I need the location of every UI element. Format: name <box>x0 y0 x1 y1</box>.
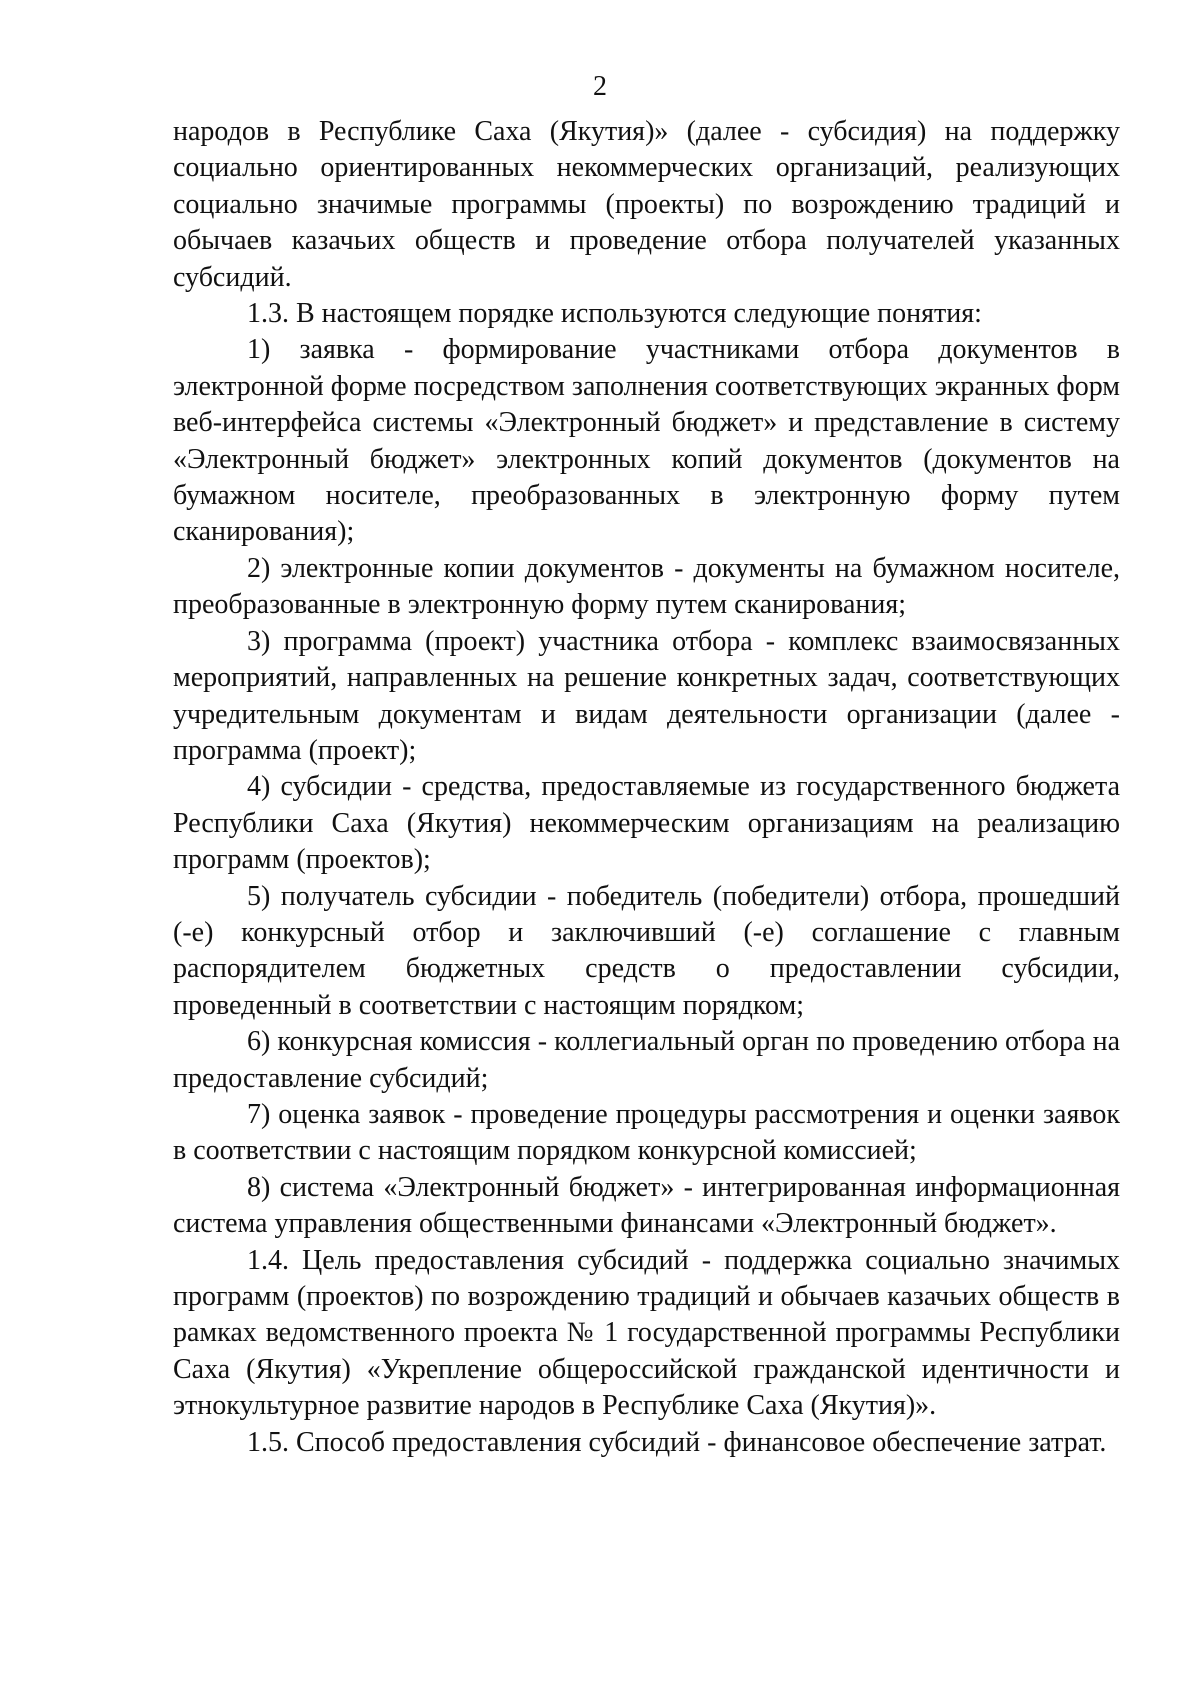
paragraph-1-3: 1.3. В настоящем порядке используются следующие понятия: <box>247 298 982 330</box>
paragraph-1-4: 1.4. Цель предоставления субсидий - поддержка социально значимых программ (проектов) по возрождению традиций и обычаев казачьих обществ в рамках ведомственного проекта № 1 государственной программы Республики Саха (Якутия) «Укрепление общероссийской гражданской идентичности и этнокультурное развитие народов в Республике Саха (Якутия)». <box>173 1244 1120 1422</box>
definition-item-6: 6) конкурсная комиссия - коллегиальный орган по проведению отбора на предоставление субсидий; <box>173 1026 1120 1094</box>
document-body <box>173 114 1120 1461</box>
definition-item-8: 8) система «Электронный бюджет» - интегрированная информационная система управления общественными финансами «Электронный бюджет». <box>173 1171 1120 1240</box>
paragraph-1-5: 1.5. Способ предоставления субсидий - финансовое обеспечение затрат. <box>247 1426 1107 1458</box>
definition-item-4: 4) субсидии - средства, предоставляемые из государственного бюджета Республики Саха (Якутия) некоммерческим организациям на реализацию программ (проектов); <box>173 771 1120 876</box>
page-number: 2 <box>593 71 607 102</box>
definition-item-2: 2) электронные копии документов - документы на бумажном носителе, преобразованные в электронную форму путем сканирования; <box>173 552 1120 621</box>
paragraph-intro-continuation: народов в Республике Саха (Якутия)» (далее - субсидия) на поддержку социально ориентированных некоммерческих организаций, реализующих социально значимые программы (проекты) по возрождению традиций и обычаев казачьих обществ и проведение отбора получателей указанных субсидий. <box>173 116 1120 293</box>
definition-item-5: 5) получатель субсидии - победитель (победители) отбора, прошедший (-е) конкурсный отбор и заключивший (-е) соглашение с главным распорядителем бюджетных средств о предоставлении субсидии, проведенный в соответствии с настоящим порядком; <box>173 880 1120 1021</box>
definition-item-3: 3) программа (проект) участника отбора - комплекс взаимосвязанных мероприятий, направленных на решение конкретных задач, соответствующих учредительным документам и видам деятельности организации (далее - программа (проект); <box>173 625 1120 766</box>
definition-item-1: 1) заявка - формирование участниками отбора документов в электронной форме посредством заполнения соответствующих экранных форм веб-интерфейса системы «Электронный бюджет» и представление в систему «Электронный бюджет» электронных копий документов (документов на бумажном носителе, преобразованных в электронную форму путем сканирования); <box>173 334 1120 548</box>
definition-item-7: 7) оценка заявок - проведение процедуры рассмотрения и оценки заявок в соответствии с настоящим порядком конкурсной комиссией; <box>173 1098 1120 1167</box>
